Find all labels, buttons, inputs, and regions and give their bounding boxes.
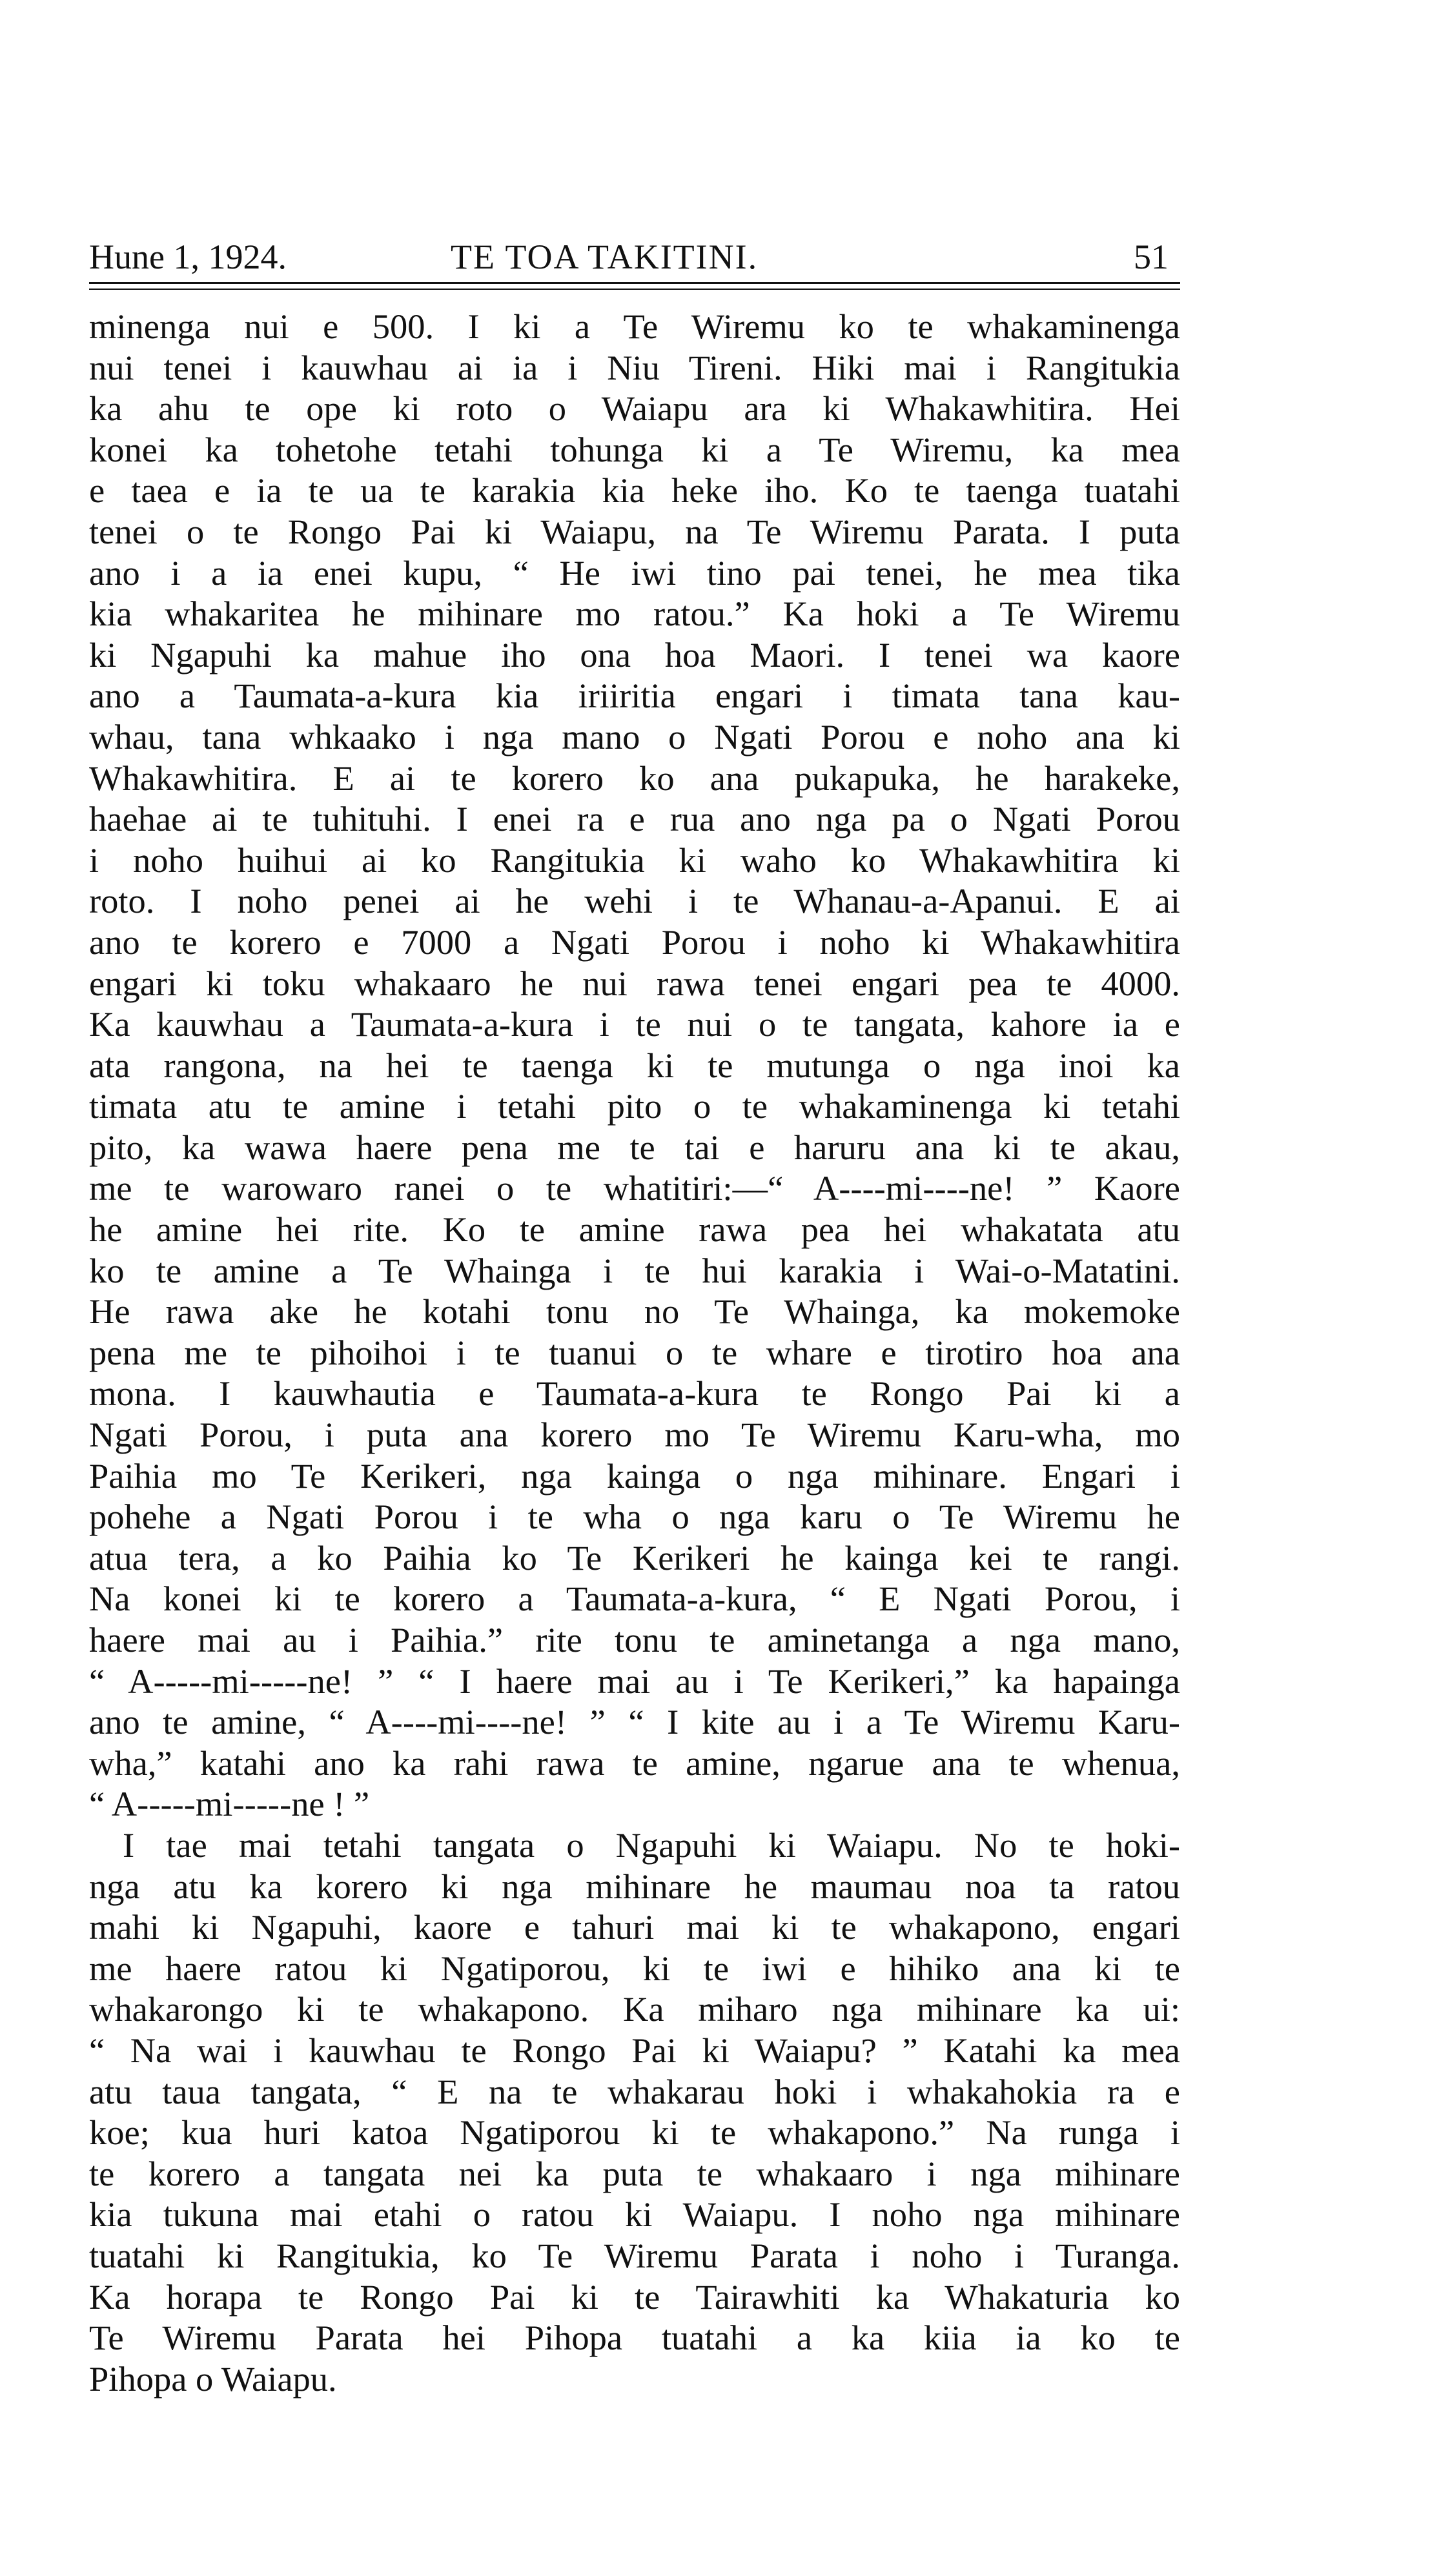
page-number: 51 (1134, 238, 1169, 276)
text-line: whau, tana whkaako i nga mano o Ngati Porou e noho ana ki (89, 716, 1180, 756)
text-line: wha,” katahi ano ka rahi rawa te amine, ngarue ana te whenua, (89, 1743, 1180, 1783)
text-line: tuatahi ki Rangitukia, ko Te Wiremu Parata i noho i Turanga. (89, 2235, 1180, 2275)
header-rule-thin (89, 289, 1180, 290)
text-line: I tae mai tetahi tangata o Ngapuhi ki Waiapu. No te hoki- (123, 1825, 1180, 1865)
text-line: Te Wiremu Parata hei Pihopa tuatahi a ka kiia ia ko te (89, 2318, 1180, 2358)
text-line: Na konei ki te korero a Taumata-a-kura, “ E Ngati Porou, i (89, 1579, 1180, 1619)
text-line: Whakawhitira. E ai te korero ko ana pukapuka, he harakeke, (89, 758, 1180, 798)
text-line: Paihia mo Te Kerikeri, nga kainga o nga mihinare. Engari i (89, 1455, 1180, 1496)
header-rule-thick (89, 282, 1180, 284)
text-line: ata rangona, na hei te taenga ki te mutunga o nga inoi ka (89, 1045, 1180, 1085)
text-line: nga atu ka korero ki nga mihinare he maumau noa ta ratou (89, 1866, 1180, 1906)
text-line: ano te korero e 7000 a Ngati Porou i noho ki Whakawhitira (89, 922, 1180, 962)
text-line: atua tera, a ko Paihia ko Te Kerikeri he kainga kei te rangi. (89, 1537, 1180, 1577)
text-line: tenei o te Rongo Pai ki Waiapu, na Te Wiremu Parata. I puta (89, 511, 1180, 551)
text-line: haehae ai te tuhituhi. I enei ra e rua ano nga pa o Ngati Porou (89, 799, 1180, 839)
text-line: Pihopa o Waiapu. (89, 2358, 337, 2399)
text-line: pito, ka wawa haere pena me te tai e haruru ana ki te akau, (89, 1127, 1180, 1167)
text-line: kia whakaritea he mihinare mo ratou.” Ka hoki a Te Wiremu (89, 594, 1180, 634)
text-line: roto. I noho penei ai he wehi i te Whanau-a-Apanui. E ai (89, 881, 1180, 921)
text-line: he amine hei rite. Ko te amine rawa pea hei whakatata atu (89, 1210, 1180, 1250)
text-line: ano te amine, “ A----mi----ne! ” “ I kite au i a Te Wiremu Karu- (89, 1702, 1180, 1742)
text-line: Ngati Porou, i puta ana korero mo Te Wiremu Karu-wha, mo (89, 1415, 1180, 1455)
text-line: timata atu te amine i tetahi pito o te whakaminenga ki tetahi (89, 1086, 1180, 1126)
text-line: mahi ki Ngapuhi, kaore e tahuri mai ki te whakapono, engari (89, 1907, 1180, 1947)
text-line: konei ka tohetohe tetahi tohunga ki a Te Wiremu, ka mea (89, 429, 1180, 469)
text-line: ko te amine a Te Whainga i te hui karakia i Wai-o-Matatini. (89, 1250, 1180, 1290)
text-line: i noho huihui ai ko Rangitukia ki waho ko Whakawhitira ki (89, 840, 1180, 880)
text-line: minenga nui e 500. I ki a Te Wiremu ko te whakaminenga (89, 307, 1180, 346)
text-line: koe; kua huri katoa Ngatiporou ki te whakapono.” Na runga i (89, 2113, 1180, 2153)
text-line: pena me te pihoihoi i te tuanui o te whare e tirotiro hoa ana (89, 1332, 1180, 1372)
text-line: kia tukuna mai etahi o ratou ki Waiapu. I noho nga mihinare (89, 2195, 1180, 2235)
header-title: TE TOA TAKITINI. (451, 238, 759, 276)
text-line: atu taua tangata, “ E na te whakarau hoki i whakahokia ra e (89, 2071, 1180, 2111)
text-line: ka ahu te ope ki roto o Waiapu ara ki Whakawhitira. Hei (89, 389, 1180, 429)
text-line: mona. I kauwhautia e Taumata-a-kura te Rongo Pai ki a (89, 1374, 1180, 1414)
text-line: ki Ngapuhi ka mahue iho ona hoa Maori. I tenei wa kaore (89, 634, 1180, 674)
text-line: ano i a ia enei kupu, “ He iwi tino pai tenei, he mea tika (89, 553, 1180, 593)
text-line: me te warowaro ranei o te whatitiri:—“ A----mi----ne! ” Kaore (89, 1168, 1180, 1208)
text-line: “ Na wai i kauwhau te Rongo Pai ki Waiapu? ” Katahi ka mea (89, 2030, 1180, 2070)
text-line: Ka horapa te Rongo Pai ki te Tairawhiti ka Whakaturia ko (89, 2277, 1180, 2317)
text-line: whakarongo ki te whakapono. Ka miharo nga mihinare ka ui: (89, 1989, 1180, 2029)
text-line: me haere ratou ki Ngatiporou, ki te iwi e hihiko ana ki te (89, 1948, 1180, 1988)
text-line: e taea e ia te ua te karakia kia heke iho. Ko te taenga tuatahi (89, 471, 1180, 511)
text-line: nui tenei i kauwhau ai ia i Niu Tireni. Hiki mai i Rangitukia (89, 347, 1180, 387)
body-text (89, 306, 1180, 2399)
text-line: “ A-----mi-----ne! ” “ I haere mai au i Te Kerikeri,” ka hapainga (89, 1661, 1180, 1701)
text-line: ano a Taumata-a-kura kia iriiritia engari i timata tana kau- (89, 676, 1180, 716)
text-line: Ka kauwhau a Taumata-a-kura i te nui o te tangata, kahore ia e (89, 1004, 1180, 1044)
text-line: “ A-----mi-----ne ! ” (89, 1784, 370, 1824)
text-line: He rawa ake he kotahi tonu no Te Whainga, ka mokemoke (89, 1292, 1180, 1332)
text-line: te korero a tangata nei ka puta te whakaaro i nga mihinare (89, 2153, 1180, 2193)
header-date: Hune 1, 1924. (89, 238, 287, 276)
page-header (89, 231, 1180, 283)
text-line: haere mai au i Paihia.” rite tonu te aminetanga a nga mano, (89, 1620, 1180, 1659)
text-line: pohehe a Ngati Porou i te wha o nga karu o Te Wiremu he (89, 1497, 1180, 1537)
text-line: engari ki toku whakaaro he nui rawa tenei engari pea te 4000. (89, 963, 1180, 1003)
